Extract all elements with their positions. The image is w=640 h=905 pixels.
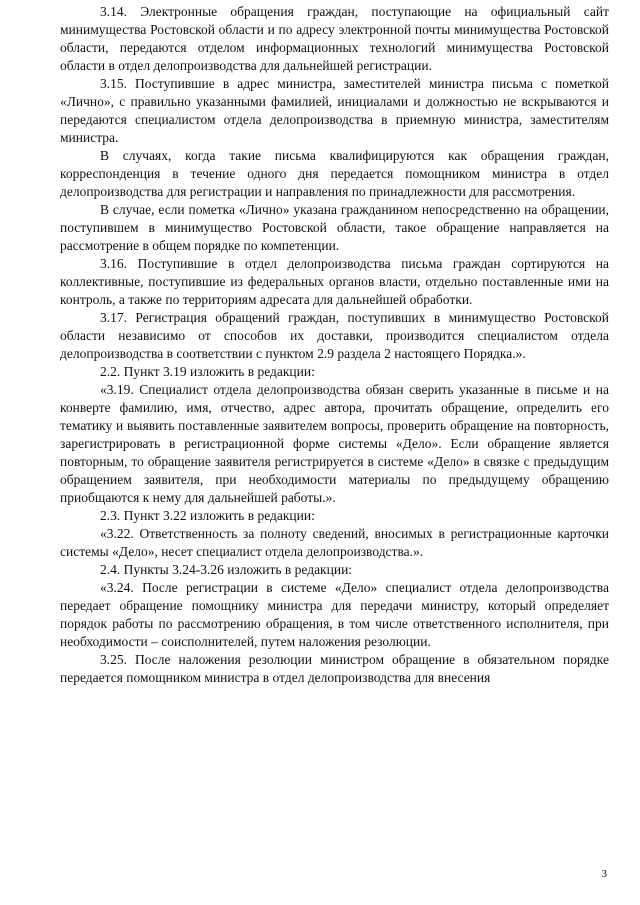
paragraph-2-4-heading: 2.4. Пункты 3.24-3.26 изложить в редакции: <box>100 562 353 577</box>
paragraph-2-3-heading: 2.3. Пункт 3.22 изложить в редакции: <box>100 508 315 523</box>
page-number: 3 <box>601 868 607 880</box>
paragraph-3-25: 3.25. После наложения резолюции министром обращение в обязательном порядке передается помощником министра в отдел делопроизводства для внесения <box>60 652 609 685</box>
paragraph-2-2-heading: 2.2. Пункт 3.19 изложить в редакции: <box>100 364 315 379</box>
document-body <box>60 0 609 687</box>
paragraph-3-19: «3.19. Специалист отдела делопроизводства обязан сверить указанные в письме и на конверте фамилию, имя, отчество, адрес автора, прочитать обращение, определить его тематику и выявить поставленные заявителем вопросы, проверить обращение на повторность, зарегистрировать в регистрационной форме системы «Дело». Если обращение является повторным, то обращение заявителя регистрируется в системе «Дело» в связке с предыдущим обращением заявителя, при необходимости материалы по предыдущему обращению приобщаются к нему для дальнейшей работы.». <box>60 382 609 505</box>
paragraph-3-24: «3.24. После регистрации в системе «Дело» специалист отдела делопроизводства передает обращение помощнику министра для передачи министру, который определяет порядок работы по рассмотрению обращения, в том числе ответственного исполнителя, при необходимости – соисполнителей, путем наложения резолюции. <box>60 580 609 649</box>
paragraph-3-17: 3.17. Регистрация обращений граждан, поступивших в минимущество Ростовской области независимо от способов их доставки, производится специалистом отдела делопроизводства в соответствии с пунктом 2.9 раздела 2 настоящего Порядка.». <box>60 310 609 361</box>
paragraph-3-15-personal-mark: В случае, если пометка «Лично» указана гражданином непосредственно на обращении, поступившем в минимущество Ростовской области, такое обращение направляется на рассмотрение в общем порядке по компетенции. <box>60 202 609 253</box>
paragraph-3-15-cases: В случаях, когда такие письма квалифицируются как обращения граждан, корреспонденция в течение одного дня передается помощником министра в отдел делопроизводства для регистрации и направления по принадлежности для рассмотрения. <box>60 148 609 199</box>
paragraph-3-16: 3.16. Поступившие в отдел делопроизводства письма граждан сортируются на коллективные, поступившие из федеральных органов власти, отдельно поставленные ими на контроль, а также по территориям адресата для дальнейшей обработки. <box>60 256 609 307</box>
paragraph-3-14: 3.14. Электронные обращения граждан, поступающие на официальный сайт минимущества Ростовской области и по адресу электронной почты минимущества Ростовской области, передаются отделом информационных технологий минимущества Ростовской области в отдел делопроизводства для дальнейшей регистрации. <box>60 4 609 73</box>
paragraph-3-22: «3.22. Ответственность за полноту сведений, вносимых в регистрационные карточки системы «Дело», несет специалист отдела делопроизводства.». <box>60 526 609 559</box>
paragraph-3-15: 3.15. Поступившие в адрес министра, заместителей министра письма с пометкой «Лично», с правильно указанными фамилией, инициалами и должностью не вскрываются и передаются специалистом отдела делопроизводства в приемную министра, заместителям министра. <box>60 76 609 145</box>
